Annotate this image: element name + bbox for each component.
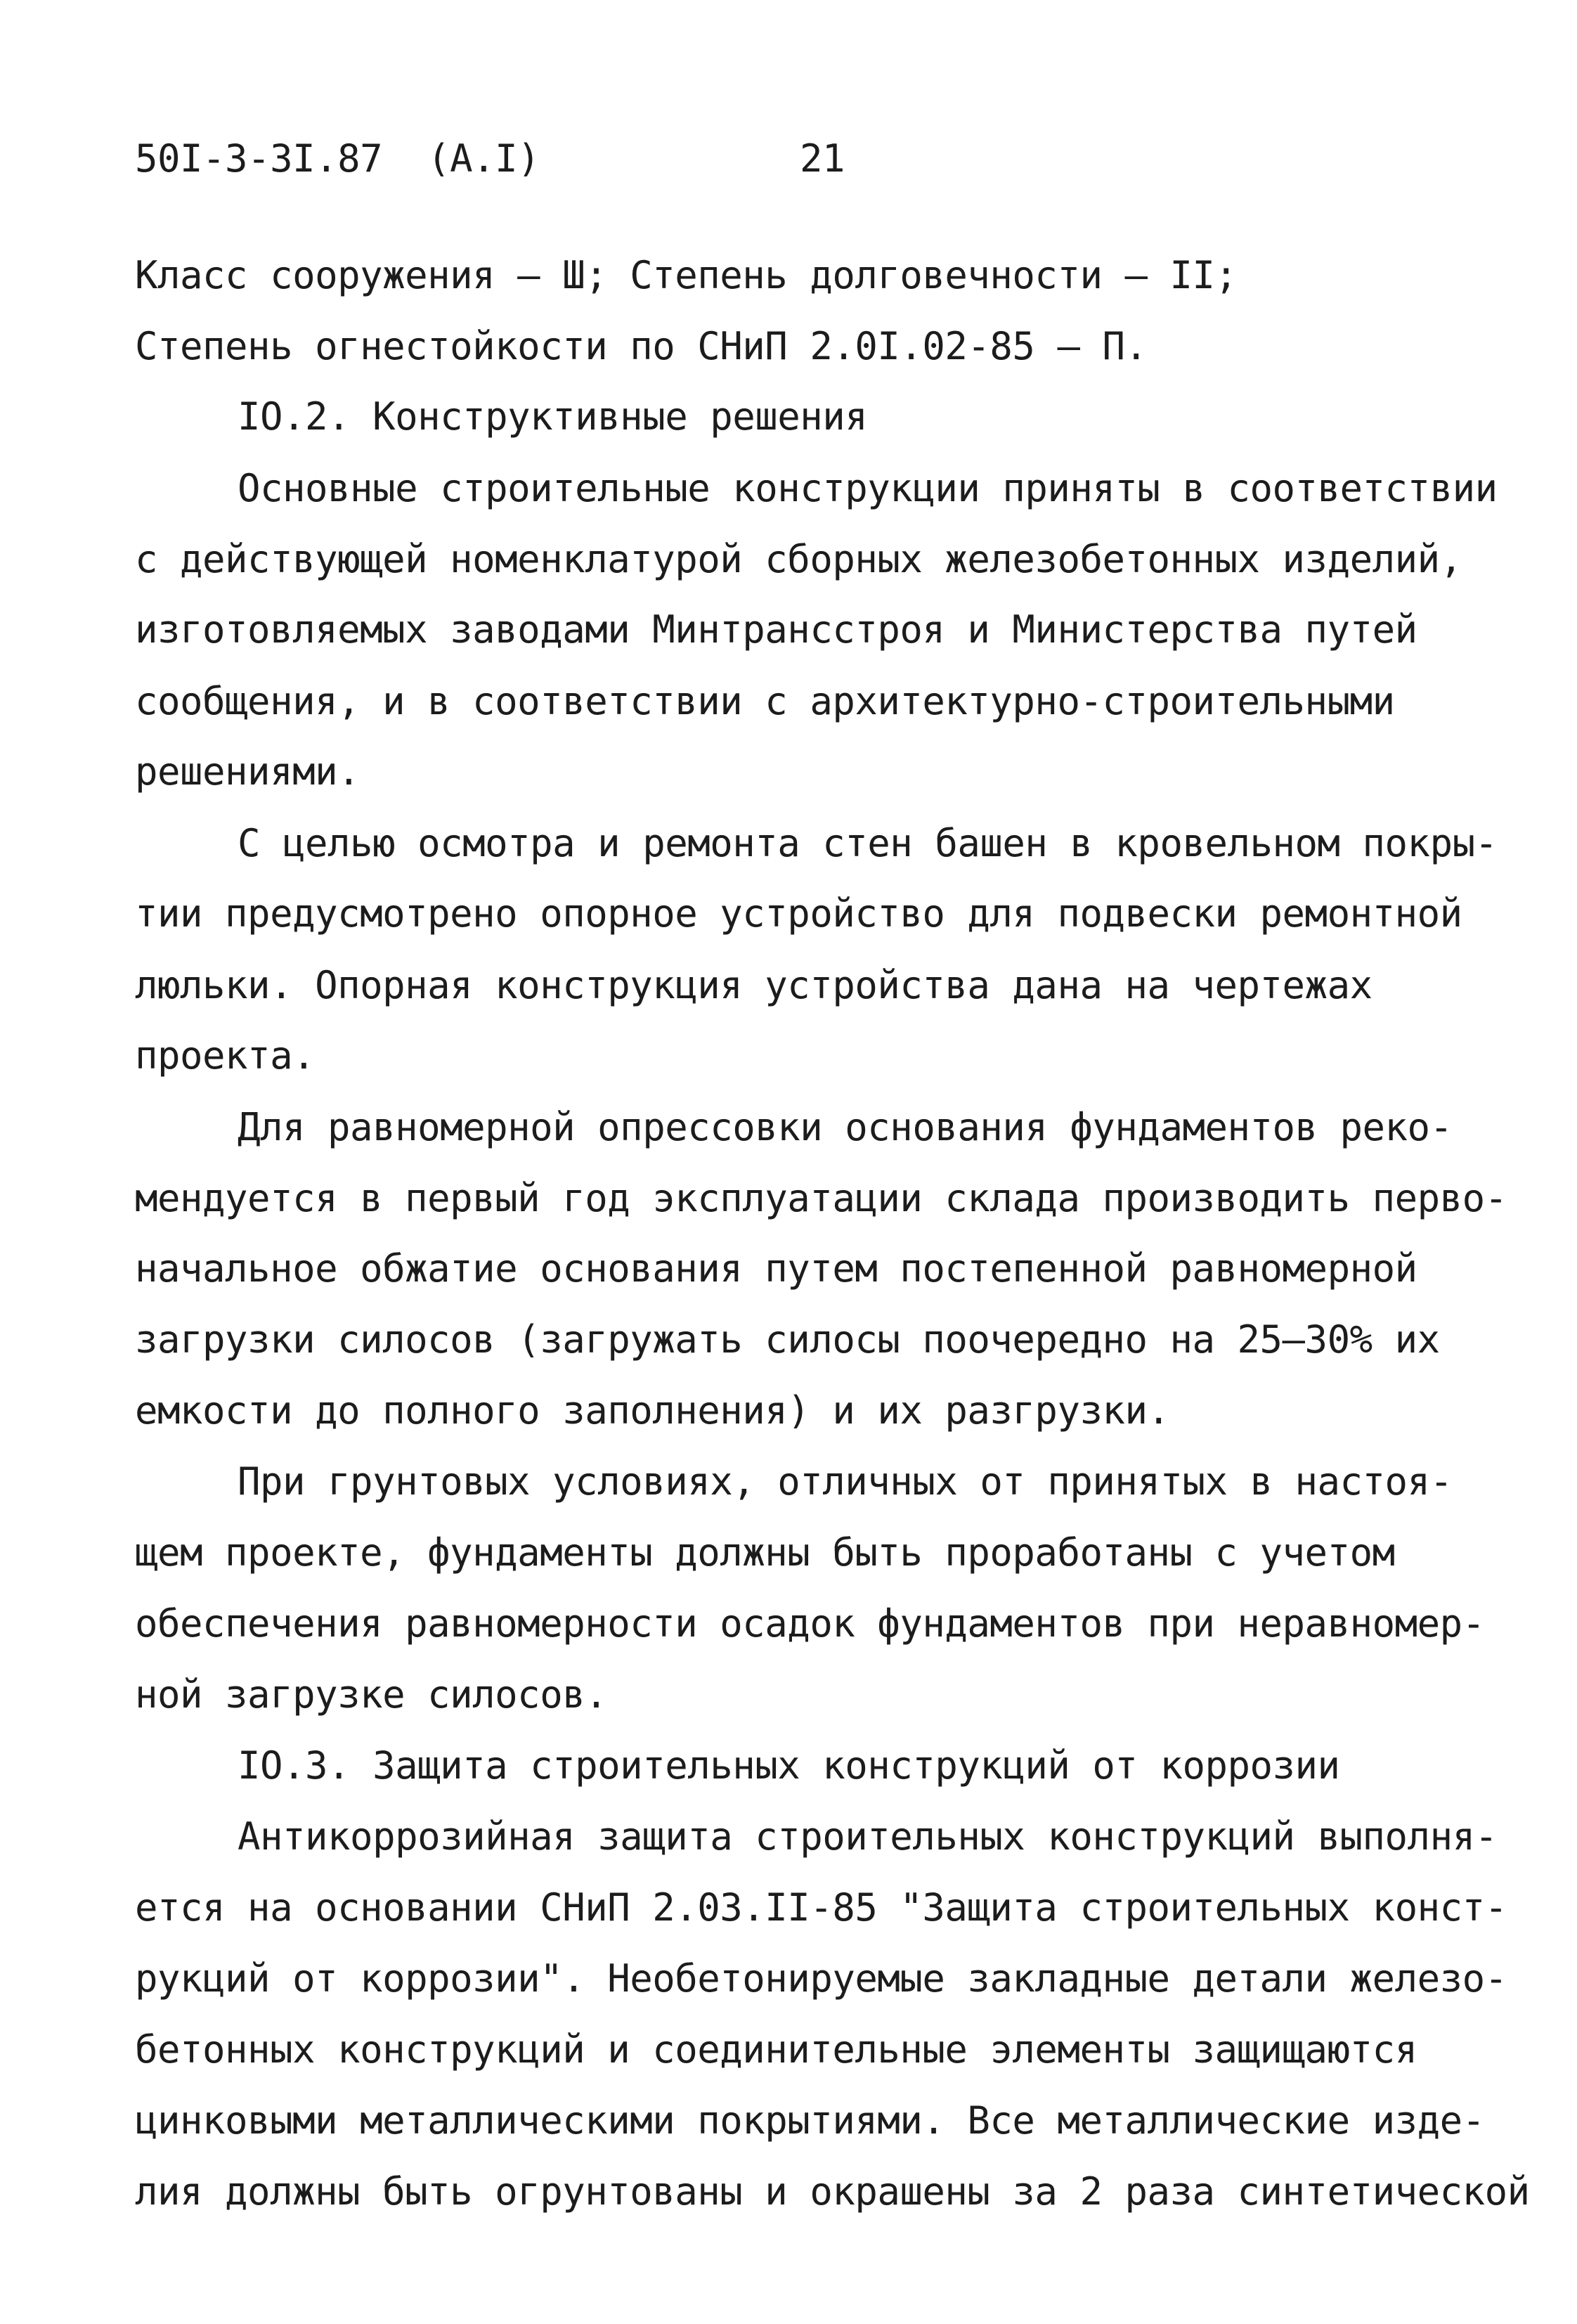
text-line: Основные строительные конструкции приняты в соответствии: [238, 466, 1498, 510]
text-line: начальное обжатие основания путем постепенной равномерной: [135, 1246, 1417, 1291]
text-line: решениями.: [135, 749, 361, 794]
text-line: Для равномерной опрессовки основания фундаментов реко-: [238, 1105, 1453, 1149]
text-line: тии предусмотрено опорное устройство для подвески ремонтной: [135, 891, 1462, 936]
text-line: проекта.: [135, 1033, 316, 1078]
text-line: обеспечения равномерности осадок фундаментов при неравномер-: [135, 1601, 1485, 1646]
text-line: Класс сооружения – Ш; Степень долговечности – II;: [135, 253, 1238, 297]
text-line: При грунтовых условиях, отличных от принятых в настоя-: [238, 1459, 1453, 1504]
text-line: загрузки силосов (загружать силосы поочередно на 25–30% их: [135, 1317, 1440, 1362]
text-line: с действующей номенклатурой сборных железобетонных изделий,: [135, 537, 1462, 581]
section-heading: IO.3. Защита строительных конструкций от коррозии: [238, 1743, 1340, 1788]
text-line: мендуется в первый год эксплуатации склада производить перво-: [135, 1176, 1507, 1220]
section-heading: IO.2. Конструктивные решения: [238, 394, 868, 439]
text-line: щем проекте, фундаменты должны быть проработаны с учетом: [135, 1530, 1395, 1575]
text-line: лия должны быть огрунтованы и окрашены за 2 раза синтетической: [135, 2169, 1530, 2214]
text-line: рукций от коррозии". Необетонируемые закладные детали железо-: [135, 1956, 1507, 2001]
text-line: ется на основании СНиП 2.03.II-85 "Защита строительных конст-: [135, 1885, 1507, 1930]
text-line: изготовляемых заводами Минтрансстроя и Министерства путей: [135, 607, 1417, 652]
text-line: Антикоррозийная защита строительных конструкций выполня-: [238, 1814, 1498, 1859]
text-line: цинковыми металлическими покрытиями. Все металлические изде-: [135, 2098, 1485, 2143]
text-line: емкости до полного заполнения) и их разгрузки.: [135, 1388, 1170, 1433]
text-line: С целью осмотра и ремонта стен башен в кровельном покры-: [238, 821, 1498, 865]
document-code: 50I-3-3I.87 (А.I): [135, 136, 540, 181]
text-line: люльки. Опорная конструкция устройства дана на чертежах: [135, 963, 1372, 1007]
text-line: бетонных конструкций и соединительные элементы защищаются: [135, 2027, 1417, 2072]
page-number: 21: [800, 136, 845, 181]
text-line: сообщения, и в соответствии с архитектурно-строительными: [135, 679, 1395, 723]
text-line: Степень огнестойкости по СНиП 2.0I.02-85 – П.: [135, 324, 1148, 368]
text-line: ной загрузке силосов.: [135, 1672, 608, 1717]
